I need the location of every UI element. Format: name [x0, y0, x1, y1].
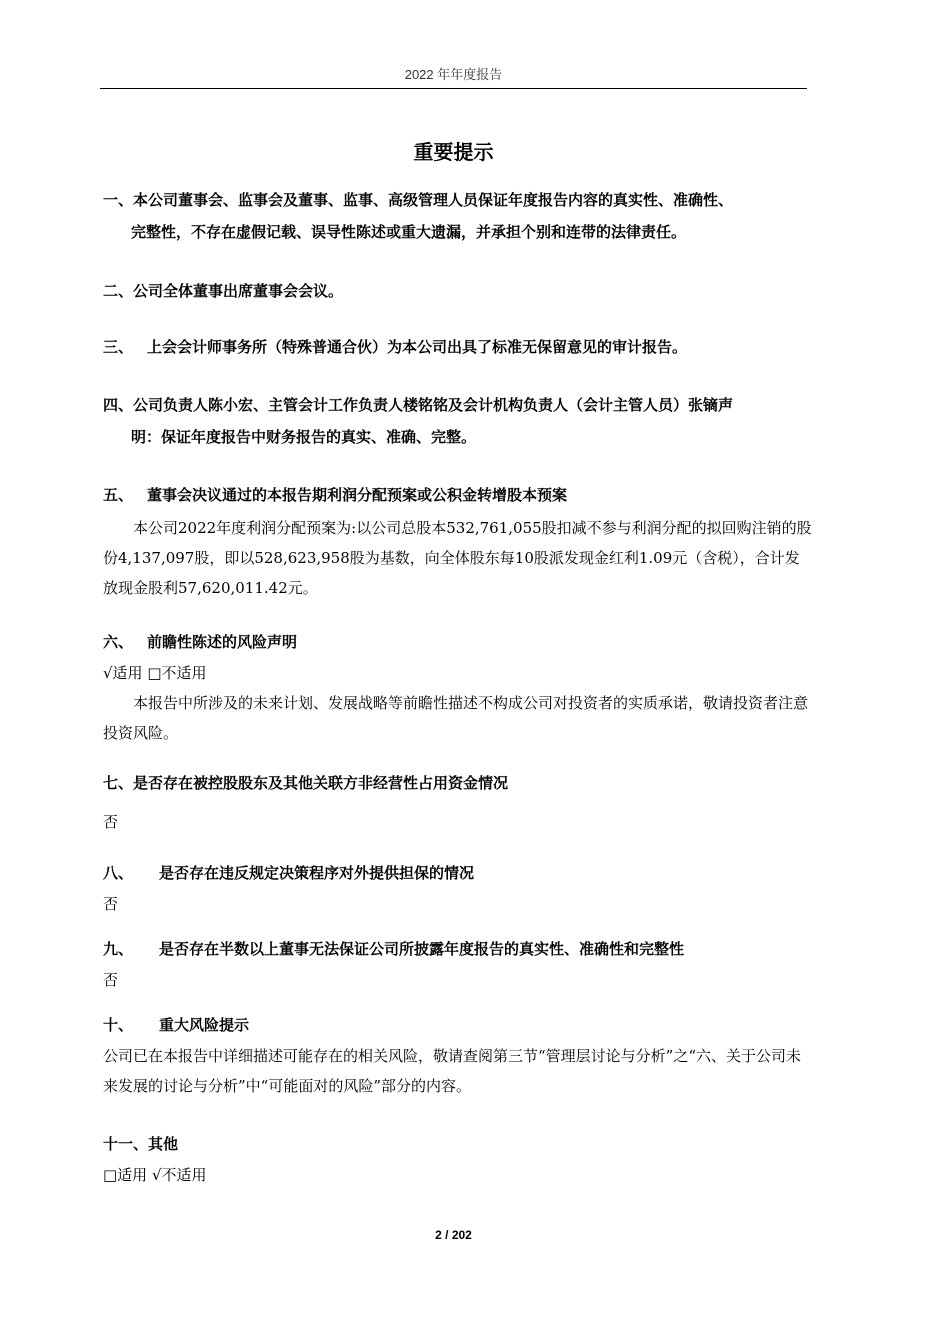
section-8-number: 八、 — [103, 864, 134, 882]
section-3 — [103, 331, 813, 363]
section-3-number: 三、 — [103, 338, 134, 356]
section-8 — [103, 857, 813, 919]
section-9-heading — [103, 933, 813, 965]
section-5-title: 董事会决议通过的本报告期利润分配预案或公积金转增股本预案 — [147, 486, 568, 504]
section-6-number: 六、 — [103, 633, 134, 651]
section-7 — [103, 767, 813, 837]
header-text: 2022 年年度报告 — [404, 67, 503, 82]
section-6-heading — [103, 626, 813, 658]
section-5 — [103, 479, 813, 603]
section-1 — [103, 184, 813, 248]
section-8-title: 是否存在违反规定决策程序对外提供担保的情况 — [159, 864, 475, 882]
section-9 — [103, 933, 813, 995]
section-11 — [103, 1128, 813, 1190]
section-5-body: 本公司2022年度利润分配预案为:以公司总股本532,761,055股扣减不参与利润分配的拟回购注销的股份4,137,097股，即以528,623,958股为基数，向全体股东每10股派发现金红利1.09元（含税），合计发放现金股利57,620,011.42元。 — [103, 519, 812, 597]
section-10-title: 重大风险提示 — [159, 1016, 250, 1034]
section-2 — [103, 275, 813, 307]
section-2-text: 二、公司全体董事出席董事会会议。 — [103, 282, 344, 300]
section-8-answer: 否 — [103, 895, 119, 913]
section-3-text: 上会会计师事务所（特殊普通合伙）为本公司出具了标准无保留意见的审计报告。 — [147, 338, 688, 356]
section-10-number: 十、 — [103, 1016, 134, 1034]
section-10-body: 公司已在本报告中详细描述可能存在的相关风险，敬请查阅第三节“管理层讨论与分析”之“六、关于公司未来发展的讨论与分析”中“可能面对的风险”部分的内容。 — [103, 1047, 802, 1095]
section-6 — [103, 626, 813, 748]
section-9-answer: 否 — [103, 971, 119, 989]
section-7-answer: 否 — [103, 813, 119, 831]
section-1-line1: 一、本公司董事会、监事会及董事、监事、高级管理人员保证年度报告内容的真实性、准确性、 — [103, 191, 734, 209]
section-4-line2: 明：保证年度报告中财务报告的真实、准确、完整。 — [131, 428, 477, 446]
section-4 — [103, 389, 813, 453]
section-10-heading — [103, 1009, 813, 1041]
section-6-applicable: √适用 □不适用 — [103, 664, 207, 682]
section-4-line1: 四、公司负责人陈小宏、主管会计工作负责人楼铭铭及会计机构负责人（会计主管人员）张镝声 — [103, 396, 734, 414]
section-11-title: 十一、其他 — [103, 1135, 179, 1153]
section-5-number: 五、 — [103, 486, 134, 504]
page-number: 2 / 202 — [435, 1228, 472, 1242]
section-9-title: 是否存在半数以上董事无法保证公司所披露年度报告的真实性、准确性和完整性 — [159, 940, 685, 958]
section-5-heading — [103, 479, 813, 511]
section-11-applicable: □适用 √不适用 — [103, 1166, 207, 1184]
section-9-number: 九、 — [103, 940, 134, 958]
page-title: 重要提示 — [413, 140, 494, 164]
section-8-heading — [103, 857, 813, 889]
section-1-line2: 完整性，不存在虚假记载、误导性陈述或重大遗漏，并承担个别和连带的法律责任。 — [131, 223, 687, 241]
section-10 — [103, 1009, 813, 1101]
page-header — [100, 62, 807, 89]
section-6-body: 本报告中所涉及的未来计划、发展战略等前瞻性描述不构成公司对投资者的实质承诺，敬请投资者注意投资风险。 — [103, 694, 809, 742]
section-7-title: 七、是否存在被控股股东及其他关联方非经营性占用资金情况 — [103, 774, 509, 792]
section-6-title: 前瞻性陈述的风险声明 — [147, 633, 298, 651]
